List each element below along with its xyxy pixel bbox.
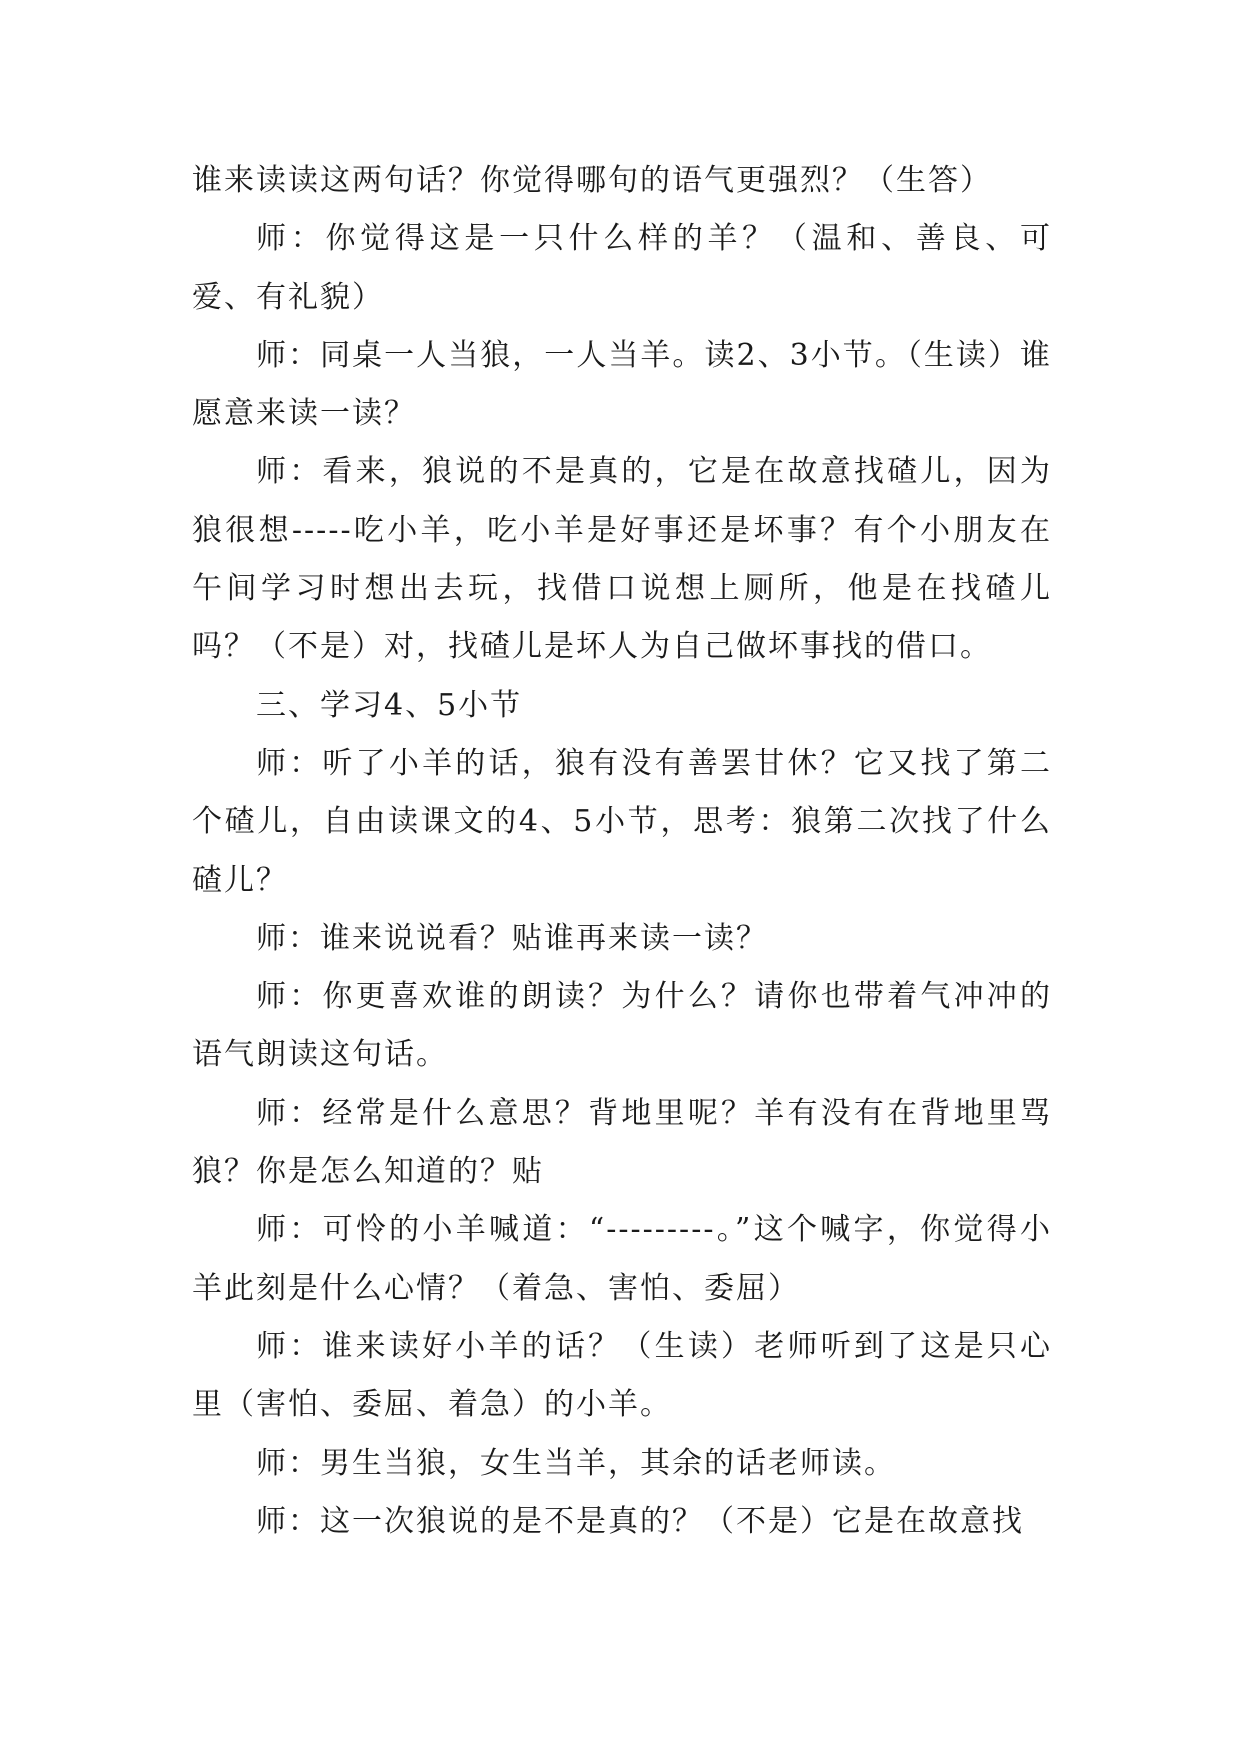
paragraph: 师：听了小羊的话，狼有没有善罢甘休？它又找了第二个碴儿，自由读课文的4、5小节，思考：狼第二次找了什么碴儿？ [192, 745, 1052, 898]
paragraph: 师：这一次狼说的是不是真的？（不是）它是在故意找 [256, 1503, 1024, 1539]
paragraph: 师：同桌一人当狼，一人当羊。读2、3小节。（生读）谁愿意来读一读？ [192, 337, 1052, 432]
document-body [192, 152, 1052, 1551]
paragraph: 师：谁来说说看？贴谁再来读一读？ [256, 920, 768, 956]
paragraph: 师：谁来读好小羊的话？（生读）老师听到了这是只心里（害怕、委屈、着急）的小羊。 [192, 1328, 1052, 1423]
paragraph: 师：男生当狼，女生当羊，其余的话老师读。 [256, 1445, 896, 1481]
paragraph: 师：经常是什么意思？背地里呢？羊有没有在背地里骂狼？你是怎么知道的？贴 [192, 1095, 1052, 1190]
paragraph: 谁来读读这两句话？你觉得哪句的语气更强烈？（生答） [192, 163, 992, 198]
paragraph: 师：你更喜欢谁的朗读？为什么？请你也带着气冲冲的语气朗读这句话。 [192, 979, 1052, 1073]
paragraph: 师：你觉得这是一只什么样的羊？（温和、善良、可爱、有礼貌） [192, 221, 1052, 315]
section-heading: 三、学习4、5小节 [256, 687, 523, 723]
paragraph: 师：看来，狼说的不是真的，它是在故意找碴儿，因为狼很想-----吃小羊，吃小羊是好事还是坏事？有个小朋友在午间学习时想出去玩，找借口说想上厕所，他是在找碴儿吗？（不是）对，找碴儿是坏人为自己做坏事找的借口。 [192, 454, 1052, 665]
paragraph: 师：可怜的小羊喊道：“---------。”这个喊字，你觉得小羊此刻是什么心情？（着急、害怕、委屈） [192, 1212, 1052, 1306]
